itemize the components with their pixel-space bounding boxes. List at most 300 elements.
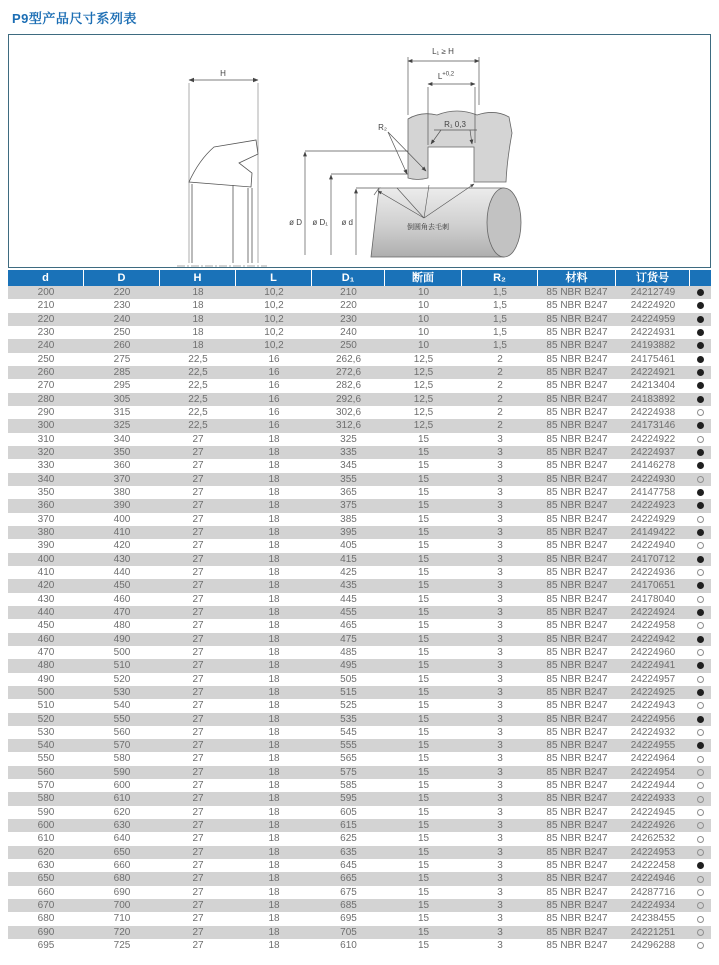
- value-cell: 18: [268, 806, 280, 818]
- value-cell: 85 NBR B247: [546, 753, 608, 765]
- value-cell: 85 NBR B247: [546, 513, 608, 525]
- value-cell: 27: [192, 913, 204, 925]
- value-cell: 610: [340, 940, 357, 952]
- value-cell: 27: [192, 580, 204, 592]
- value-cell: 15: [417, 873, 430, 885]
- value-cell: 18: [268, 433, 280, 445]
- value-cell: 385: [340, 513, 357, 525]
- value-cell: 24224941: [630, 660, 676, 672]
- value-cell: 3: [497, 713, 503, 725]
- value-cell: 440: [37, 606, 55, 618]
- value-cell: 24224942: [630, 633, 676, 645]
- value-cell: 15: [417, 806, 430, 818]
- value-cell: 24224940: [630, 540, 676, 552]
- availability-cell: [690, 806, 711, 819]
- value-cell: 27: [192, 606, 204, 618]
- value-cell: 85 NBR B247: [546, 926, 608, 938]
- value-cell: 27: [192, 486, 204, 498]
- availability-dot-filled: [697, 369, 704, 376]
- value-cell: 18: [192, 326, 204, 338]
- availability-dot-filled: [697, 862, 704, 869]
- technical-drawing-panel: [8, 34, 711, 268]
- value-cell: 27: [192, 526, 204, 538]
- value-cell: 85 NBR B247: [546, 780, 608, 792]
- value-cell: 85 NBR B247: [546, 740, 608, 752]
- value-cell: 220: [37, 313, 55, 325]
- value-cell: 395: [340, 526, 357, 538]
- value-cell: 18: [268, 606, 280, 618]
- value-cell: 15: [417, 700, 430, 712]
- value-cell: 24238455: [630, 913, 676, 925]
- dim-L1: [408, 57, 479, 115]
- value-cell: 430: [37, 593, 55, 605]
- value-cell: 3: [497, 913, 503, 925]
- value-cell: 3: [497, 500, 503, 512]
- availability-dot-filled: [697, 329, 704, 336]
- table-row: [8, 406, 711, 419]
- value-cell: 230: [113, 300, 131, 312]
- dim-label-L: $L^{+0,2}$: [437, 71, 455, 81]
- value-cell: 18: [268, 593, 280, 605]
- value-cell: 18: [268, 860, 280, 872]
- value-cell: 18: [268, 473, 280, 485]
- value-cell: 720: [113, 926, 131, 938]
- value-cell: 18: [268, 673, 280, 685]
- value-cell: 620: [37, 846, 55, 858]
- value-cell: 27: [192, 553, 204, 565]
- value-cell: 360: [37, 500, 55, 512]
- availability-cell: [690, 939, 711, 952]
- value-cell: 210: [340, 287, 357, 298]
- value-cell: 3: [497, 700, 503, 712]
- value-cell: 18: [268, 513, 280, 525]
- value-cell: 595: [340, 793, 357, 805]
- value-cell: 505: [340, 673, 357, 685]
- value-cell: 85 NBR B247: [546, 940, 608, 952]
- availability-dot-filled: [697, 342, 704, 349]
- column-header: D: [84, 270, 160, 286]
- value-cell: 3: [497, 526, 503, 538]
- value-cell: 350: [37, 486, 55, 498]
- value-cell: 24224958: [630, 620, 676, 632]
- value-cell: 535: [340, 713, 357, 725]
- value-cell: 405: [340, 540, 357, 552]
- availability-cell: [690, 779, 711, 792]
- value-cell: 430: [113, 553, 131, 565]
- availability-cell: [690, 926, 711, 939]
- table-row: [8, 299, 711, 312]
- value-cell: 15: [417, 593, 430, 605]
- value-cell: 12,5: [413, 406, 434, 418]
- value-cell: 85 NBR B247: [546, 686, 608, 698]
- availability-dot-empty: [697, 436, 704, 443]
- availability-cell: [690, 792, 711, 805]
- value-cell: 490: [113, 633, 131, 645]
- value-cell: 3: [497, 646, 503, 658]
- availability-cell: [690, 832, 711, 845]
- value-cell: 670: [37, 900, 55, 912]
- value-cell: 18: [268, 726, 280, 738]
- table-row: [8, 886, 711, 899]
- value-cell: 680: [113, 873, 131, 885]
- table-row: [8, 499, 711, 512]
- availability-dot-empty: [697, 596, 704, 603]
- value-cell: 420: [37, 580, 55, 592]
- value-cell: 3: [497, 926, 503, 938]
- availability-cell: [690, 366, 711, 379]
- page-title: P9型产品尺寸系列表: [12, 11, 137, 26]
- value-cell: 315: [113, 406, 131, 418]
- value-cell: 260: [113, 340, 131, 352]
- value-cell: 1,5: [493, 300, 507, 312]
- value-cell: 24224943: [630, 700, 676, 712]
- value-cell: 3: [497, 686, 503, 698]
- value-cell: 650: [37, 873, 55, 885]
- availability-cell: [690, 739, 711, 752]
- value-cell: 85 NBR B247: [546, 580, 608, 592]
- dim-label-dia-D: ø D: [289, 218, 302, 227]
- value-cell: 550: [113, 713, 131, 725]
- value-cell: 590: [113, 766, 131, 778]
- availability-dot-empty: [697, 516, 704, 523]
- availability-dot-filled: [697, 609, 704, 616]
- availability-dot-empty: [697, 782, 704, 789]
- value-cell: 24222458: [630, 860, 676, 872]
- availability-cell: [690, 593, 711, 606]
- value-cell: 16: [268, 366, 280, 378]
- value-cell: 630: [37, 860, 55, 872]
- value-cell: 18: [268, 460, 280, 472]
- value-cell: 2: [497, 353, 503, 365]
- value-cell: 470: [37, 646, 55, 658]
- availability-cell: [690, 859, 711, 872]
- value-cell: 15: [417, 446, 430, 458]
- value-cell: 490: [37, 673, 55, 685]
- value-cell: 570: [37, 780, 55, 792]
- availability-dot-empty: [697, 809, 704, 816]
- table-row: [8, 699, 711, 712]
- value-cell: 22,5: [188, 380, 208, 392]
- value-cell: 630: [113, 820, 131, 832]
- value-cell: 27: [192, 940, 204, 952]
- value-cell: 3: [497, 566, 503, 578]
- value-cell: 18: [268, 940, 280, 952]
- value-cell: 3: [497, 433, 503, 445]
- value-cell: 3: [497, 540, 503, 552]
- value-cell: 525: [340, 700, 357, 712]
- value-cell: 3: [497, 726, 503, 738]
- value-cell: 18: [268, 793, 280, 805]
- value-cell: 15: [417, 726, 430, 738]
- value-cell: 85 NBR B247: [546, 366, 608, 378]
- value-cell: 22,5: [188, 353, 208, 365]
- value-cell: 85 NBR B247: [546, 900, 608, 912]
- value-cell: 295: [113, 380, 131, 392]
- value-cell: 230: [340, 313, 357, 325]
- value-cell: 85 NBR B247: [546, 540, 608, 552]
- value-cell: 15: [417, 566, 430, 578]
- value-cell: 465: [340, 620, 357, 632]
- table-row: [8, 353, 711, 366]
- table-body: [8, 286, 711, 952]
- value-cell: 24146278: [630, 460, 676, 472]
- value-cell: 24170712: [630, 553, 676, 565]
- value-cell: 325: [113, 420, 131, 432]
- value-cell: 10,2: [264, 326, 284, 338]
- table-row: [8, 739, 711, 752]
- value-cell: 27: [192, 446, 204, 458]
- value-cell: 27: [192, 886, 204, 898]
- table-row: [8, 286, 711, 299]
- value-cell: 27: [192, 860, 204, 872]
- value-cell: 85 NBR B247: [546, 726, 608, 738]
- value-cell: 580: [113, 753, 131, 765]
- availability-dot-empty: [697, 676, 704, 683]
- value-cell: 550: [37, 753, 55, 765]
- dimension-table: [8, 270, 711, 952]
- value-cell: 24224954: [630, 766, 676, 778]
- value-cell: 15: [417, 486, 430, 498]
- value-cell: 85 NBR B247: [546, 860, 608, 872]
- value-cell: 335: [340, 446, 357, 458]
- value-cell: 24178040: [630, 593, 676, 605]
- value-cell: 24296288: [630, 940, 676, 952]
- availability-dot-filled: [697, 742, 704, 749]
- value-cell: 24213404: [630, 380, 676, 392]
- availability-dot-filled: [697, 502, 704, 509]
- value-cell: 85 NBR B247: [546, 380, 608, 392]
- value-cell: 3: [497, 660, 503, 672]
- value-cell: 15: [417, 580, 430, 592]
- value-cell: 85 NBR B247: [546, 873, 608, 885]
- table-row: [8, 393, 711, 406]
- value-cell: 18: [268, 540, 280, 552]
- value-cell: 485: [340, 646, 357, 658]
- value-cell: 85 NBR B247: [546, 340, 608, 352]
- value-cell: 410: [37, 566, 55, 578]
- table-row: [8, 846, 711, 859]
- availability-dot-empty: [697, 889, 704, 896]
- value-cell: 695: [340, 913, 357, 925]
- value-cell: 85 NBR B247: [546, 833, 608, 845]
- value-cell: 410: [113, 526, 131, 538]
- value-cell: 480: [37, 660, 55, 672]
- dim-label-R1: R₁ 0,3: [444, 120, 466, 129]
- availability-cell: [690, 393, 711, 406]
- value-cell: 85 NBR B247: [546, 673, 608, 685]
- value-cell: 565: [340, 753, 357, 765]
- table-row: [8, 539, 711, 552]
- table-row: [8, 366, 711, 379]
- availability-cell: [690, 513, 711, 526]
- value-cell: 530: [113, 686, 131, 698]
- availability-cell: [690, 872, 711, 885]
- value-cell: 85 NBR B247: [546, 566, 608, 578]
- value-cell: 18: [192, 300, 204, 312]
- value-cell: 300: [37, 420, 55, 432]
- value-cell: 10: [417, 300, 430, 312]
- availability-cell: [690, 339, 711, 352]
- value-cell: 27: [192, 793, 204, 805]
- value-cell: 3: [497, 873, 503, 885]
- value-cell: 27: [192, 753, 204, 765]
- value-cell: 22,5: [188, 393, 208, 405]
- value-cell: 2: [497, 420, 503, 432]
- value-cell: 85 NBR B247: [546, 526, 608, 538]
- value-cell: 15: [417, 460, 430, 472]
- value-cell: 3: [497, 806, 503, 818]
- availability-cell: [690, 326, 711, 339]
- value-cell: 85 NBR B247: [546, 886, 608, 898]
- value-cell: 320: [37, 446, 55, 458]
- value-cell: 10,2: [264, 313, 284, 325]
- value-cell: 575: [340, 766, 357, 778]
- table-row: [8, 792, 711, 805]
- value-cell: 85 NBR B247: [546, 326, 608, 338]
- value-cell: 24224959: [630, 313, 676, 325]
- value-cell: 292,6: [335, 393, 362, 405]
- value-cell: 24147758: [630, 486, 676, 498]
- value-cell: 290: [37, 406, 55, 418]
- availability-dot-empty: [697, 702, 704, 709]
- table-row: [8, 752, 711, 765]
- value-cell: 18: [268, 886, 280, 898]
- value-cell: 15: [417, 620, 430, 632]
- value-cell: 24212749: [630, 287, 676, 298]
- value-cell: 10: [417, 326, 430, 338]
- availability-dot-filled: [697, 662, 704, 669]
- value-cell: 445: [340, 593, 357, 605]
- availability-cell: [690, 699, 711, 712]
- value-cell: 18: [268, 873, 280, 885]
- value-cell: 18: [268, 713, 280, 725]
- value-cell: 3: [497, 460, 503, 472]
- value-cell: 27: [192, 460, 204, 472]
- value-cell: 24224930: [630, 473, 676, 485]
- value-cell: 10,2: [264, 287, 284, 298]
- value-cell: 27: [192, 620, 204, 632]
- value-cell: 12,5: [413, 366, 434, 378]
- value-cell: 585: [340, 780, 357, 792]
- value-cell: 635: [340, 846, 357, 858]
- value-cell: 3: [497, 593, 503, 605]
- value-cell: 15: [417, 553, 430, 565]
- value-cell: 3: [497, 820, 503, 832]
- value-cell: 650: [113, 846, 131, 858]
- value-cell: 24183892: [630, 393, 676, 405]
- availability-cell: [690, 473, 711, 486]
- value-cell: 18: [268, 620, 280, 632]
- value-cell: 380: [113, 486, 131, 498]
- table-row: [8, 673, 711, 686]
- value-cell: 18: [268, 700, 280, 712]
- value-cell: 262,6: [335, 353, 362, 365]
- value-cell: 22,5: [188, 406, 208, 418]
- value-cell: 18: [268, 686, 280, 698]
- value-cell: 15: [417, 913, 430, 925]
- availability-dot-filled: [697, 716, 704, 723]
- value-cell: 725: [113, 940, 131, 952]
- value-cell: 710: [113, 913, 131, 925]
- value-cell: 24224956: [630, 713, 676, 725]
- value-cell: 3: [497, 860, 503, 872]
- value-cell: 15: [417, 886, 430, 898]
- value-cell: 85 NBR B247: [546, 393, 608, 405]
- value-cell: 3: [497, 753, 503, 765]
- value-cell: 440: [113, 566, 131, 578]
- availability-dot-filled: [697, 462, 704, 469]
- availability-dot-empty: [697, 822, 704, 829]
- value-cell: 15: [417, 766, 430, 778]
- value-cell: 18: [268, 500, 280, 512]
- value-cell: 16: [268, 406, 280, 418]
- value-cell: 240: [113, 313, 131, 325]
- value-cell: 3: [497, 673, 503, 685]
- value-cell: 18: [268, 486, 280, 498]
- value-cell: 2: [497, 366, 503, 378]
- value-cell: 85 NBR B247: [546, 700, 608, 712]
- value-cell: 12,5: [413, 353, 434, 365]
- column-header: 断面: [385, 270, 462, 286]
- value-cell: 580: [37, 793, 55, 805]
- value-cell: 355: [340, 473, 357, 485]
- value-cell: 27: [192, 926, 204, 938]
- value-cell: 24262532: [630, 833, 676, 845]
- value-cell: 3: [497, 780, 503, 792]
- value-cell: 15: [417, 713, 430, 725]
- value-cell: 15: [417, 526, 430, 538]
- table-row: [8, 926, 711, 939]
- value-cell: 680: [37, 913, 55, 925]
- value-cell: 10,2: [264, 300, 284, 312]
- value-cell: 16: [268, 353, 280, 365]
- value-cell: 15: [417, 513, 430, 525]
- table-row: [8, 313, 711, 326]
- table-row: [8, 939, 711, 952]
- value-cell: 24224937: [630, 446, 676, 458]
- value-cell: 515: [340, 686, 357, 698]
- availability-dot-empty: [697, 729, 704, 736]
- value-cell: 390: [113, 500, 131, 512]
- value-cell: 18: [268, 446, 280, 458]
- value-cell: 85 NBR B247: [546, 433, 608, 445]
- availability-cell: [690, 566, 711, 579]
- value-cell: 3: [497, 793, 503, 805]
- availability-cell: [690, 446, 711, 459]
- table-row: [8, 899, 711, 912]
- value-cell: 1,5: [493, 326, 507, 338]
- value-cell: 18: [268, 780, 280, 792]
- value-cell: 15: [417, 820, 430, 832]
- value-cell: 27: [192, 873, 204, 885]
- dim-label-dia-d: ø d: [341, 218, 353, 227]
- table-row: [8, 593, 711, 606]
- value-cell: 18: [192, 287, 204, 298]
- value-cell: 2: [497, 380, 503, 392]
- value-cell: 455: [340, 606, 357, 618]
- table-row: [8, 566, 711, 579]
- value-cell: 27: [192, 700, 204, 712]
- value-cell: 690: [113, 886, 131, 898]
- value-cell: 24224957: [630, 673, 676, 685]
- availability-cell: [690, 886, 711, 899]
- value-cell: 18: [268, 566, 280, 578]
- value-cell: 12,5: [413, 420, 434, 432]
- availability-cell: [690, 353, 711, 366]
- value-cell: 260: [37, 366, 55, 378]
- table-row: [8, 806, 711, 819]
- availability-dot-empty: [697, 942, 704, 949]
